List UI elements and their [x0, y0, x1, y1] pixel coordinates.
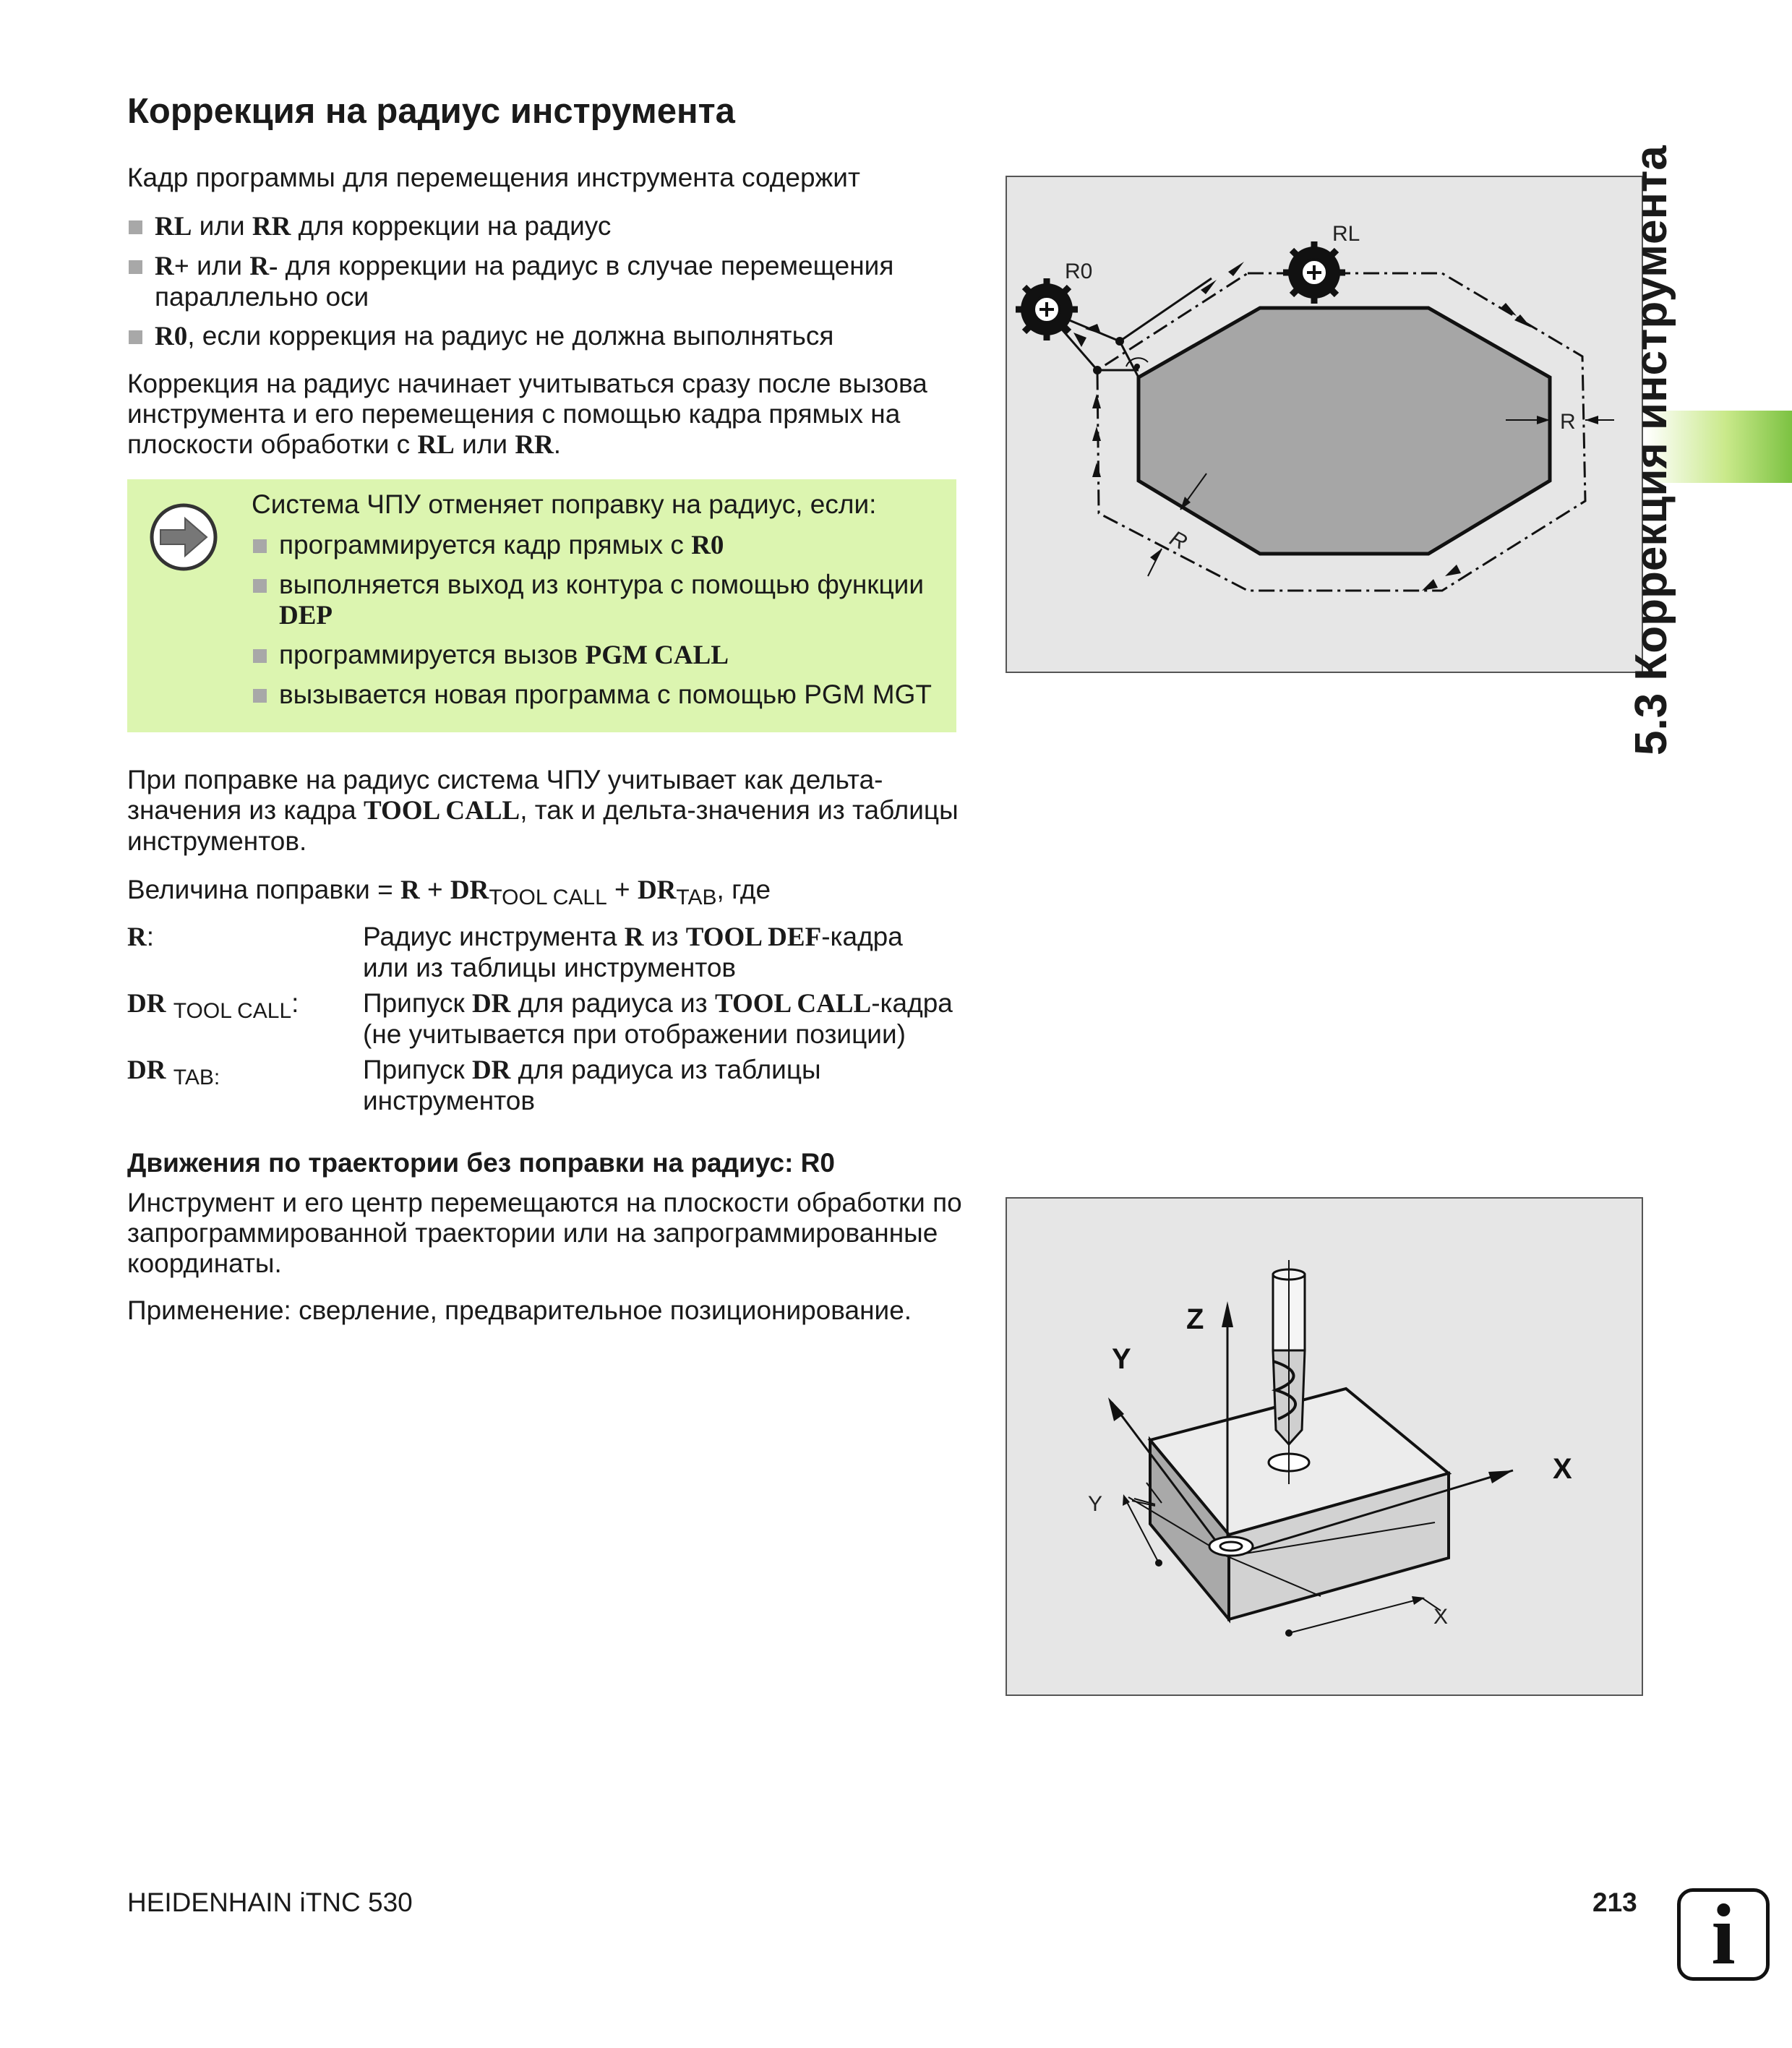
- definition-text: Припуск DR для радиуса из таблицы инструментов: [363, 1055, 821, 1115]
- label-rl: RL: [1332, 222, 1360, 246]
- list-item: вызывается новая программа с помощью PGM MGT: [252, 680, 946, 710]
- formula: Величина поправки = $R + DR_{TOOL CALL} + DR_{TAB}$, где: [127, 875, 771, 909]
- arrow-right-icon: [147, 501, 220, 573]
- page-number: 213: [1592, 1888, 1637, 1917]
- figure-radius-compensation: [1006, 176, 1643, 673]
- dimension-label-y: Y: [1088, 1492, 1103, 1516]
- drill-icon: [1273, 1260, 1305, 1462]
- info-icon: [1677, 1888, 1770, 1981]
- figure-r0-drilling: [1006, 1197, 1643, 1696]
- label-r-diagonal: R: [1165, 526, 1191, 555]
- section-paragraph: Инструмент и его центр перемещаются на плоскости обработки по запрограммированной траектории или на запрограммированные координаты.: [127, 1188, 962, 1278]
- axis-label-x: X: [1553, 1453, 1572, 1485]
- definition-term: R:: [127, 922, 155, 952]
- list-item: выполняется выход из контура с помощью функции DEP: [252, 570, 946, 631]
- definition-text: Радиус инструмента R из TOOL DEF-кадра или из таблицы инструментов: [363, 922, 903, 982]
- definition-term: DR $_{TAB:}$: [127, 1055, 220, 1089]
- list-item: R+ или R- для коррекции на радиус в случае перемещения параллельно оси: [127, 251, 966, 312]
- axis-label-z: Z: [1186, 1303, 1204, 1335]
- note-box: [127, 479, 956, 732]
- note-heading: Система ЧПУ отменяет поправку на радиус, если:: [252, 489, 877, 519]
- info-glyph: i: [1711, 1886, 1736, 1982]
- list-item: программируется кадр прямых с R0: [252, 530, 946, 561]
- list-item: RL или RR для коррекции на радиус: [127, 211, 966, 242]
- definition-term: DR $_{TOOL CALL}$:: [127, 988, 299, 1023]
- section-heading: Движения по траектории без поправки на радиус: R0: [127, 1148, 835, 1178]
- contour-diagram: [1007, 177, 1642, 672]
- bullet-list: [127, 211, 966, 352]
- axis-label-y: Y: [1112, 1343, 1131, 1375]
- list-item: R0, если коррекция на радиус не должна выполняться: [127, 321, 966, 352]
- chapter-title-vertical: 5.3 Коррекция инструмента: [1626, 145, 1676, 755]
- block-diagram: [1007, 1199, 1642, 1694]
- intro-text: Кадр программы для перемещения инструмента содержит: [127, 163, 860, 192]
- label-r0: R0: [1065, 260, 1093, 283]
- page-title: Коррекция на радиус инструмента: [127, 92, 735, 131]
- definition-text: Припуск DR для радиуса из TOOL CALL-кадра (не учитывается при отображении позиции): [363, 988, 953, 1049]
- paragraph-correction-start: Коррекция на радиус начинает учитываться сразу после вызова инструмента и его перемещения с помощью кадра прямых на плоскости обработки с RL или RR.: [127, 369, 927, 460]
- section-paragraph: Применение: сверление, предварительное позиционирование.: [127, 1295, 912, 1325]
- list-item: программируется вызов PGM CALL: [252, 640, 946, 671]
- paragraph-delta-values: При поправке на радиус система ЧПУ учитывает как дельта- значения из кадра TOOL CALL, так и дельта-значения из таблицы инструментов.: [127, 765, 959, 856]
- cutter-rl-icon: [1283, 241, 1345, 304]
- dimension-label-x: X: [1433, 1605, 1449, 1629]
- footer-product: HEIDENHAIN iTNC 530: [127, 1888, 413, 1917]
- label-r-right: R: [1560, 410, 1576, 434]
- cutter-r0-icon: [1016, 278, 1078, 340]
